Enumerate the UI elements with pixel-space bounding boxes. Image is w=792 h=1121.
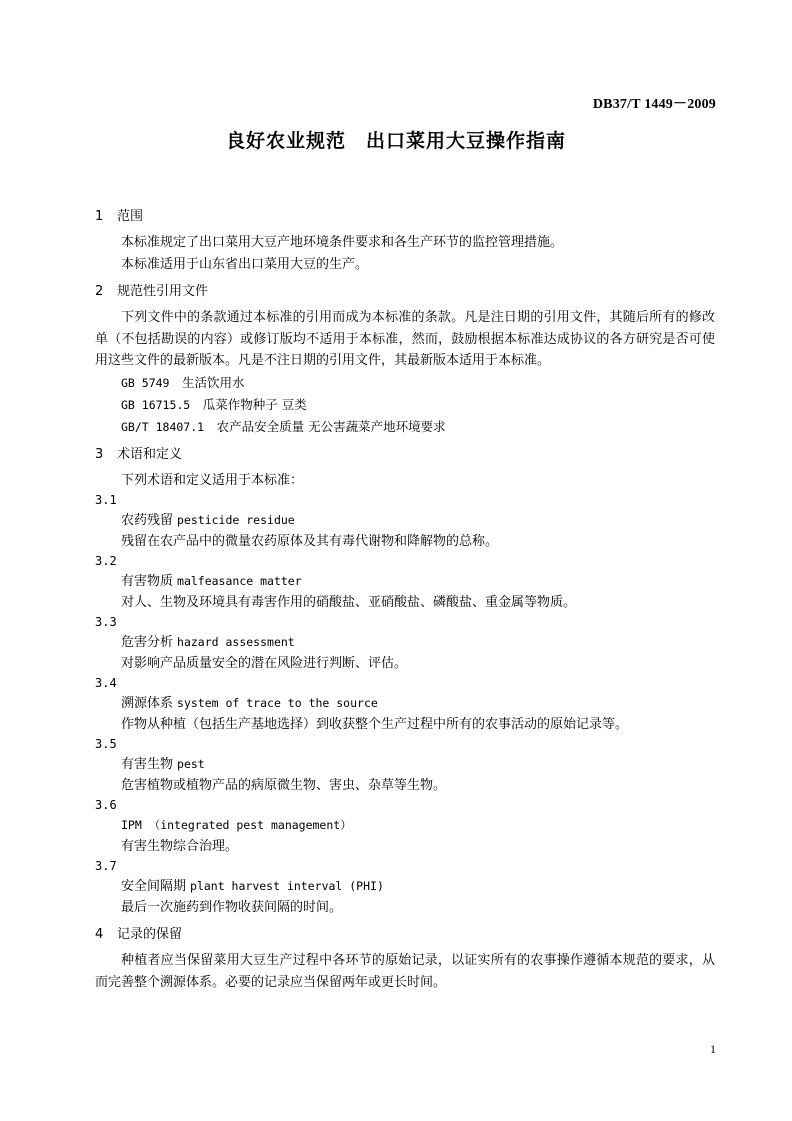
term-name: 危害分析 hazard assessment [121, 635, 295, 650]
term-definition: 对人、生物及环境具有毒害作用的硝酸盐、亚硝酸盐、磷酸盐、重金属等物质。 [121, 595, 577, 610]
section-number: 3 [95, 446, 104, 462]
document-title: 良好农业规范 出口菜用大豆操作指南 [225, 130, 566, 152]
term-definition: 残留在农产品中的微量农药原体及其有毒代谢物和降解物的总称。 [121, 534, 499, 549]
reference-item: GB/T 18407.1 农产品安全质量 无公害蔬菜产地环境要求 [121, 418, 446, 434]
reference-item: GB 5749 生活饮用水 [121, 374, 245, 390]
section-title: 范围 [117, 209, 144, 224]
term-entry [95, 613, 715, 674]
term-number: 3.1 [95, 493, 117, 507]
section-title: 规范性引用文件 [117, 284, 209, 299]
section-heading-2 [95, 281, 715, 303]
term-entry [95, 857, 715, 918]
section-title: 记录的保留 [117, 927, 183, 942]
scope-line-2: 本标准适用于山东省出口菜用大豆的生产。 [121, 256, 369, 272]
term-name: 农药残留 pesticide residue [121, 513, 295, 528]
term-number: 3.6 [95, 798, 117, 812]
term-name: 溯源体系 system of trace to the source [121, 696, 378, 711]
term-name: 有害生物 pest [121, 757, 205, 772]
term-definition: 对影响产品质量安全的潜在风险进行判断、评估。 [121, 656, 408, 671]
section-heading-1 [95, 206, 715, 228]
term-name: 安全间隔期 plant harvest interval (PHI) [121, 879, 384, 894]
term-number: 3.5 [95, 737, 117, 751]
term-entry [95, 552, 715, 613]
term-number: 3.3 [95, 615, 117, 629]
section-title: 术语和定义 [117, 446, 183, 462]
document-body [95, 200, 715, 993]
term-entry [95, 491, 715, 552]
records-paragraph: 种植者应当保留菜用大豆生产过程中各环节的原始记录，以证实所有的农事操作遵循本规范的要求，从而完善整个溯源体系。必要的记录应当保留两年或更长时间。 [95, 953, 715, 990]
term-definition: 危害植物或植物产品的病原微生物、害虫、杂草等生物。 [121, 778, 447, 793]
term-name: IPM （integrated pest management） [121, 818, 352, 832]
section-number: 2 [95, 284, 104, 299]
section-heading-4 [95, 924, 715, 946]
scope-line-1: 本标准规定了出口菜用大豆产地环境条件要求和各生产环节的监控管理措施。 [121, 235, 564, 250]
section-number: 4 [95, 927, 104, 942]
term-entry [95, 674, 715, 735]
term-definition: 作物从种植（包括生产基地选择）到收获整个生产过程中所有的农事活动的原始记录等。 [121, 717, 629, 732]
standard-code: DB37/T 1449－2009 [592, 97, 716, 112]
term-entry [95, 735, 715, 796]
terms-intro: 下列术语和定义适用于本标准： [121, 472, 304, 488]
reference-list [95, 372, 715, 438]
term-definition: 有害生物综合治理。 [121, 839, 239, 854]
term-entry [95, 796, 715, 857]
term-number: 3.4 [95, 676, 117, 690]
term-name: 有害物质 malfeasance matter [121, 574, 302, 589]
term-number: 3.7 [95, 859, 117, 873]
normative-references-paragraph: 下列文件中的条款通过本标准的引用而成为本标准的条款。凡是注日期的引用文件，其随后所有的修改单（不包括勘误的内容）或修订版均不适用于本标准，然而，鼓励根据本标准达成协议的各方研究是否可使用这些文件的最新版本。凡是不注日期的引用文件，其最新版本适用于本标准。 [95, 310, 715, 368]
term-definition: 最后一次施药到作物收获间隔的时间。 [121, 900, 343, 915]
section-heading-3 [95, 444, 715, 466]
reference-item: GB 16715.5 瓜菜作物种子 豆类 [121, 396, 307, 412]
term-number: 3.2 [95, 554, 117, 568]
section-number: 1 [95, 209, 104, 224]
page-number: 1 [710, 1042, 716, 1056]
